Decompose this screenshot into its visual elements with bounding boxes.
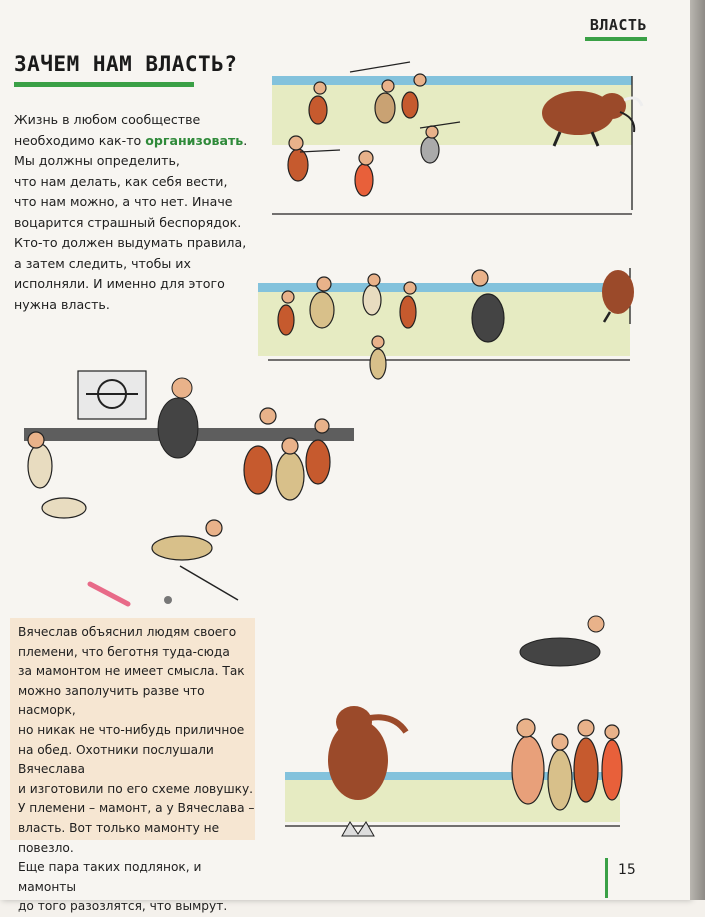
intro-line: нужна власть. bbox=[14, 296, 110, 312]
story-line: Еще пара таких подлянок, и мамонты bbox=[18, 860, 202, 894]
story-line: за мамонтом не имеет смысла. Так bbox=[18, 664, 245, 679]
story-line: и изготовили по его схеме ловушку. bbox=[18, 781, 254, 796]
page-edge bbox=[690, 0, 705, 900]
intro-line: исполняли. И именно для этого bbox=[14, 276, 225, 291]
gathering-scene-illustration bbox=[258, 268, 634, 379]
story-line: власть. Вот только мамонту не повезло. bbox=[18, 820, 220, 855]
page-number: 15 bbox=[618, 862, 636, 878]
leader-figure bbox=[158, 378, 198, 458]
intro-text: необходимо как-то bbox=[14, 132, 146, 148]
story-line: можно заполучить разве что насморк, bbox=[18, 683, 205, 718]
intro-line: а затем следить, чтобы их bbox=[14, 255, 191, 271]
page-number-marker bbox=[605, 858, 608, 898]
trap-plan-illustration bbox=[24, 371, 354, 604]
intro-text: . bbox=[243, 132, 248, 148]
hunt-scene-illustration bbox=[272, 62, 642, 214]
story-line: но никак не что-нибудь приличное bbox=[18, 722, 245, 737]
story-line: до того разозлятся, что вымрут. bbox=[18, 899, 228, 914]
intro-line: воцарится страшный беспорядок. bbox=[14, 214, 242, 230]
story-line: Вячеслав объяснил людям своего bbox=[18, 625, 237, 639]
section-tag: ВЛАСТЬ bbox=[589, 16, 647, 34]
intro-line: Мы должны определить, bbox=[14, 153, 180, 168]
intro-line: что нам можно, а что нет. Иначе bbox=[14, 194, 233, 209]
intro-line: Жизнь в любом сообществе bbox=[14, 112, 201, 127]
leader-tossed bbox=[520, 616, 604, 666]
story-line: У племени – мамонт, а у Вячеслава – bbox=[18, 801, 255, 816]
page-title: ЗАЧЕМ НАМ ВЛАСТЬ? bbox=[14, 52, 238, 76]
story-line: на обед. Охотники послушали Вячеслава bbox=[18, 742, 214, 777]
highlighted-term: организовать bbox=[145, 132, 244, 148]
intro-line: Кто-то должен выдумать правила, bbox=[14, 235, 247, 250]
celebration-illustration bbox=[285, 616, 622, 836]
intro-line: что нам делать, как себя вести, bbox=[14, 173, 228, 189]
story-line: племени, что беготня туда-сюда bbox=[18, 644, 230, 659]
